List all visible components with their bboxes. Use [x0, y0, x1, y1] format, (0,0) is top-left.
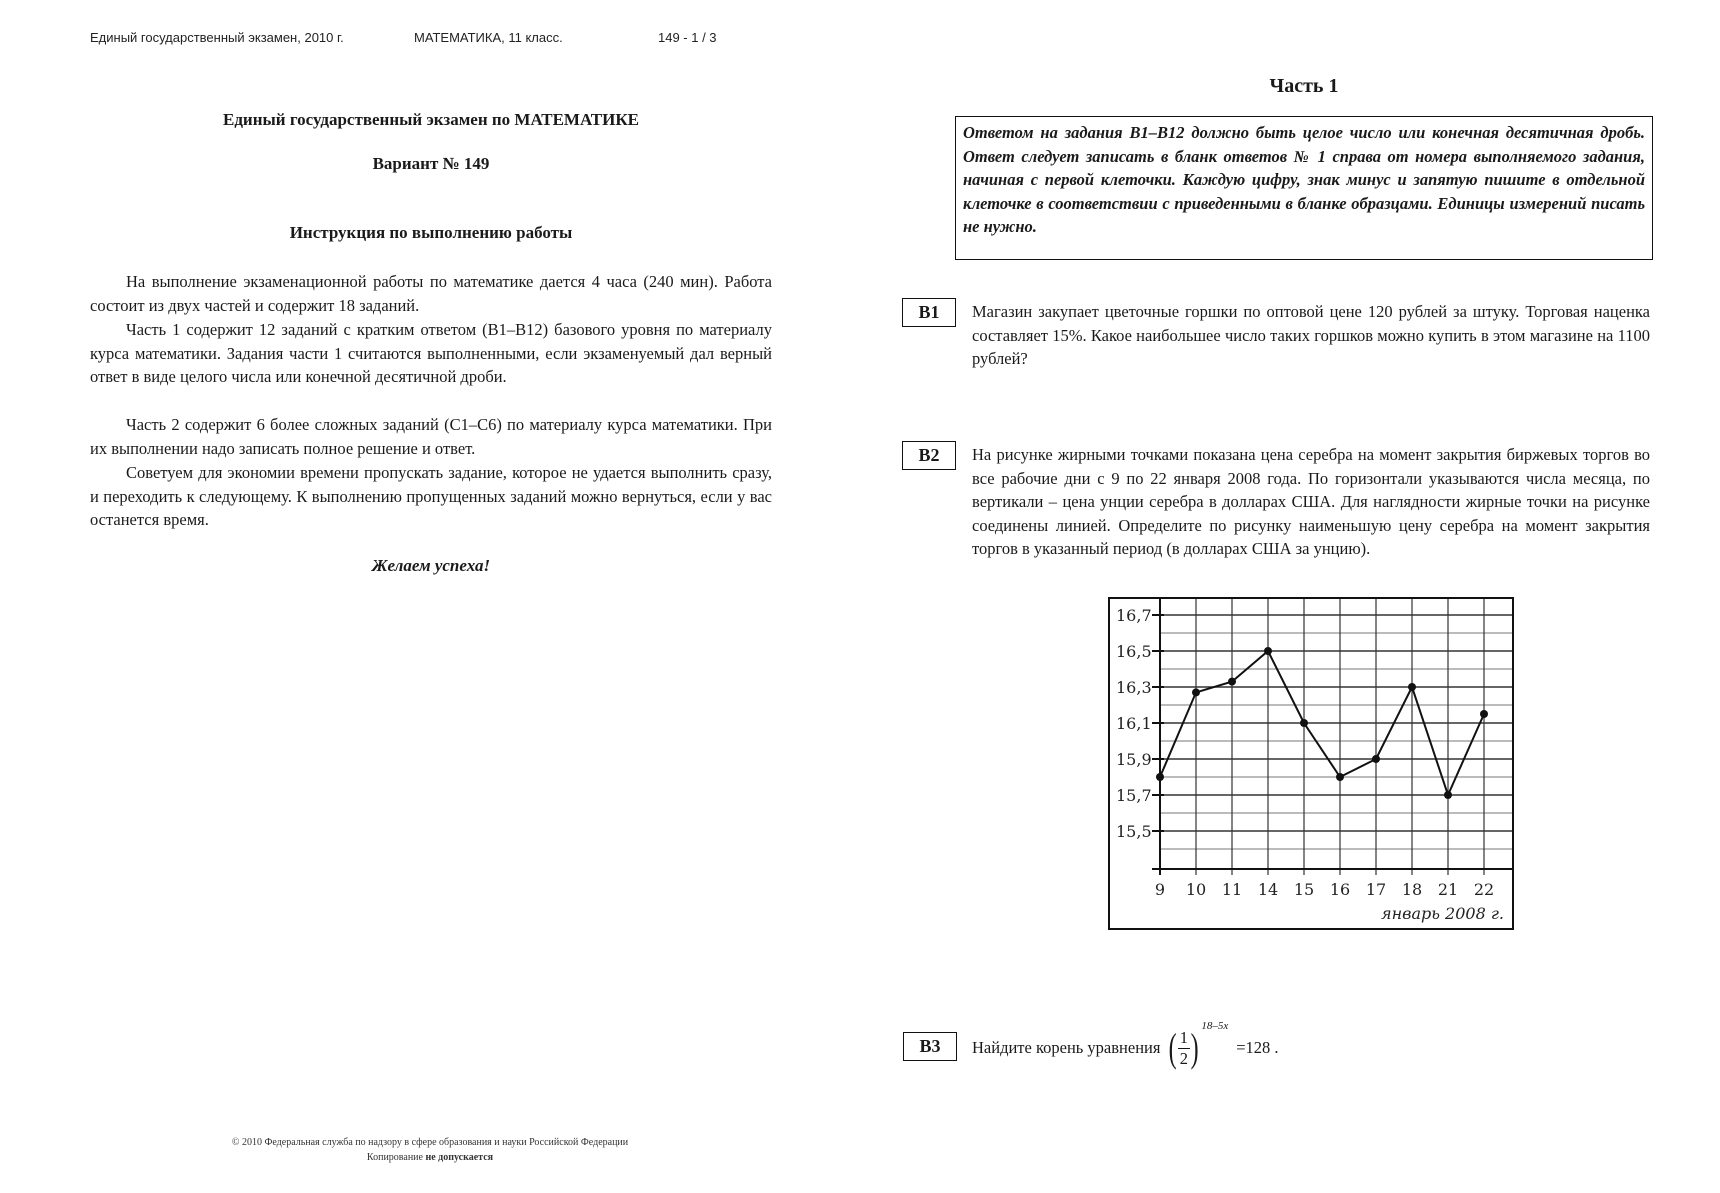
copyright-line: © 2010 Федеральная служба по надзору в сфере образования и науки Российской Федерации	[231, 1137, 629, 1148]
svg-text:22: 22	[1473, 880, 1495, 899]
question-label-b3: B3	[903, 1032, 957, 1061]
instructions-paragraph: Советуем для экономии времени пропускать задание, которое не удается выполнить сразу, и переходить к следующему. К выполнению пропущенных заданий можно вернуться, если у вас останется время.	[90, 463, 772, 530]
equation: ( $\frac{1}{2}$ ) 18–5x =128 .	[1169, 1020, 1279, 1070]
svg-text:16,3: 16,3	[1116, 678, 1152, 697]
question-text-b3: Найдите корень уравнения ( $\frac{1}{2}$ ) 18–5x =128 .	[972, 1020, 1279, 1070]
svg-text:январь 2008 г.: январь 2008 г.	[1381, 904, 1504, 923]
instructions-paragraph: Часть 2 содержит 6 более сложных заданий (C1–C6) по материалу курса математики. При их выполнении надо записать полное решение и ответ.	[90, 415, 772, 458]
svg-text:18: 18	[1401, 880, 1423, 899]
fraction: $\frac{1}{2}$	[1179, 1027, 1189, 1068]
svg-text:16,5: 16,5	[1116, 642, 1152, 661]
instructions-paragraph: Часть 1 содержит 12 заданий с кратким ответом (B1–B12) базового уровня по материалу курса математики. Задания части 1 считаются выполненными, если экзаменуемый дал верный ответ в виде целого числа или конечной десятичной дроби.	[90, 320, 772, 387]
equation-rhs: =128 .	[1236, 1038, 1279, 1057]
variant-title: Вариант № 149	[372, 154, 490, 173]
line-chart	[1110, 599, 1512, 928]
answer-instructions-box: Ответом на задания B1–B12 должно быть целое число или конечная десятичная дробь. Ответ следует записать в бланк ответов № 1 справа от номера выполняемого задания, начиная с первой клеточки. Каждую цифру, знак минус и запятую пишите в отдельной клеточке в соответствии с приведенными в бланке образцами. Единицы измерений писать не нужно.	[955, 116, 1653, 260]
instructions-paragraph: На выполнение экзаменационной работы по математике дается 4 часа (240 мин). Работа состоит из двух частей и содержит 18 заданий.	[90, 272, 772, 315]
svg-text:15: 15	[1293, 880, 1315, 899]
question-text-b1: Магазин закупает цветочные горшки по оптовой цене 120 рублей за штуку. Торговая наценка составляет 15%. Какое наибольшее число таких горшков можно купить в этом магазине на 1100 рублей?	[972, 302, 1650, 368]
header-exam: Единый государственный экзамен, 2010 г.	[90, 30, 344, 45]
copyright-footer	[150, 1135, 710, 1165]
svg-text:16: 16	[1329, 880, 1351, 899]
svg-text:17: 17	[1365, 880, 1387, 899]
svg-text:15,9: 15,9	[1116, 750, 1152, 769]
svg-text:10: 10	[1185, 880, 1207, 899]
question-text-b2: На рисунке жирными точками показана цена серебра на момент закрытия биржевых торгов во все рабочие дни с 9 по 22 января 2008 года. По горизонтали указываются числа месяца, по вертикали – цена унции серебра в долларах США. Для наглядности жирные точки на рисунке соединены линией. Определите по рисунку наименьшую цену серебра на момент закрытия торгов в указанный период (в долларах США за унцию).	[972, 445, 1650, 558]
part-title: Часть 1	[1269, 75, 1339, 97]
svg-text:11: 11	[1221, 880, 1243, 899]
document-title: Единый государственный экзамен по МАТЕМАТИКЕ	[222, 110, 639, 129]
svg-text:15,7: 15,7	[1116, 786, 1152, 805]
svg-text:16,1: 16,1	[1116, 714, 1152, 733]
svg-text:21: 21	[1437, 880, 1459, 899]
exponent: 18–5x	[1201, 1020, 1229, 1032]
good-luck-text: Желаем успеха!	[371, 556, 491, 575]
instructions-title: Инструкция по выполнению работы	[289, 223, 573, 242]
copy-prohibited-line: Копирование не допускается	[366, 1152, 494, 1163]
header-subject: МАТЕМАТИКА, 11 класс.	[414, 30, 563, 45]
silver-price-chart	[1108, 597, 1514, 930]
svg-text:16,7: 16,7	[1116, 606, 1152, 625]
question-label-b2: B2	[902, 441, 956, 470]
svg-text:15,5: 15,5	[1116, 822, 1152, 841]
question-label-b1: B1	[902, 298, 956, 327]
svg-text:9: 9	[1154, 880, 1166, 899]
svg-text:14: 14	[1257, 880, 1279, 899]
header-page-number: 149 - 1 / 3	[658, 30, 717, 45]
